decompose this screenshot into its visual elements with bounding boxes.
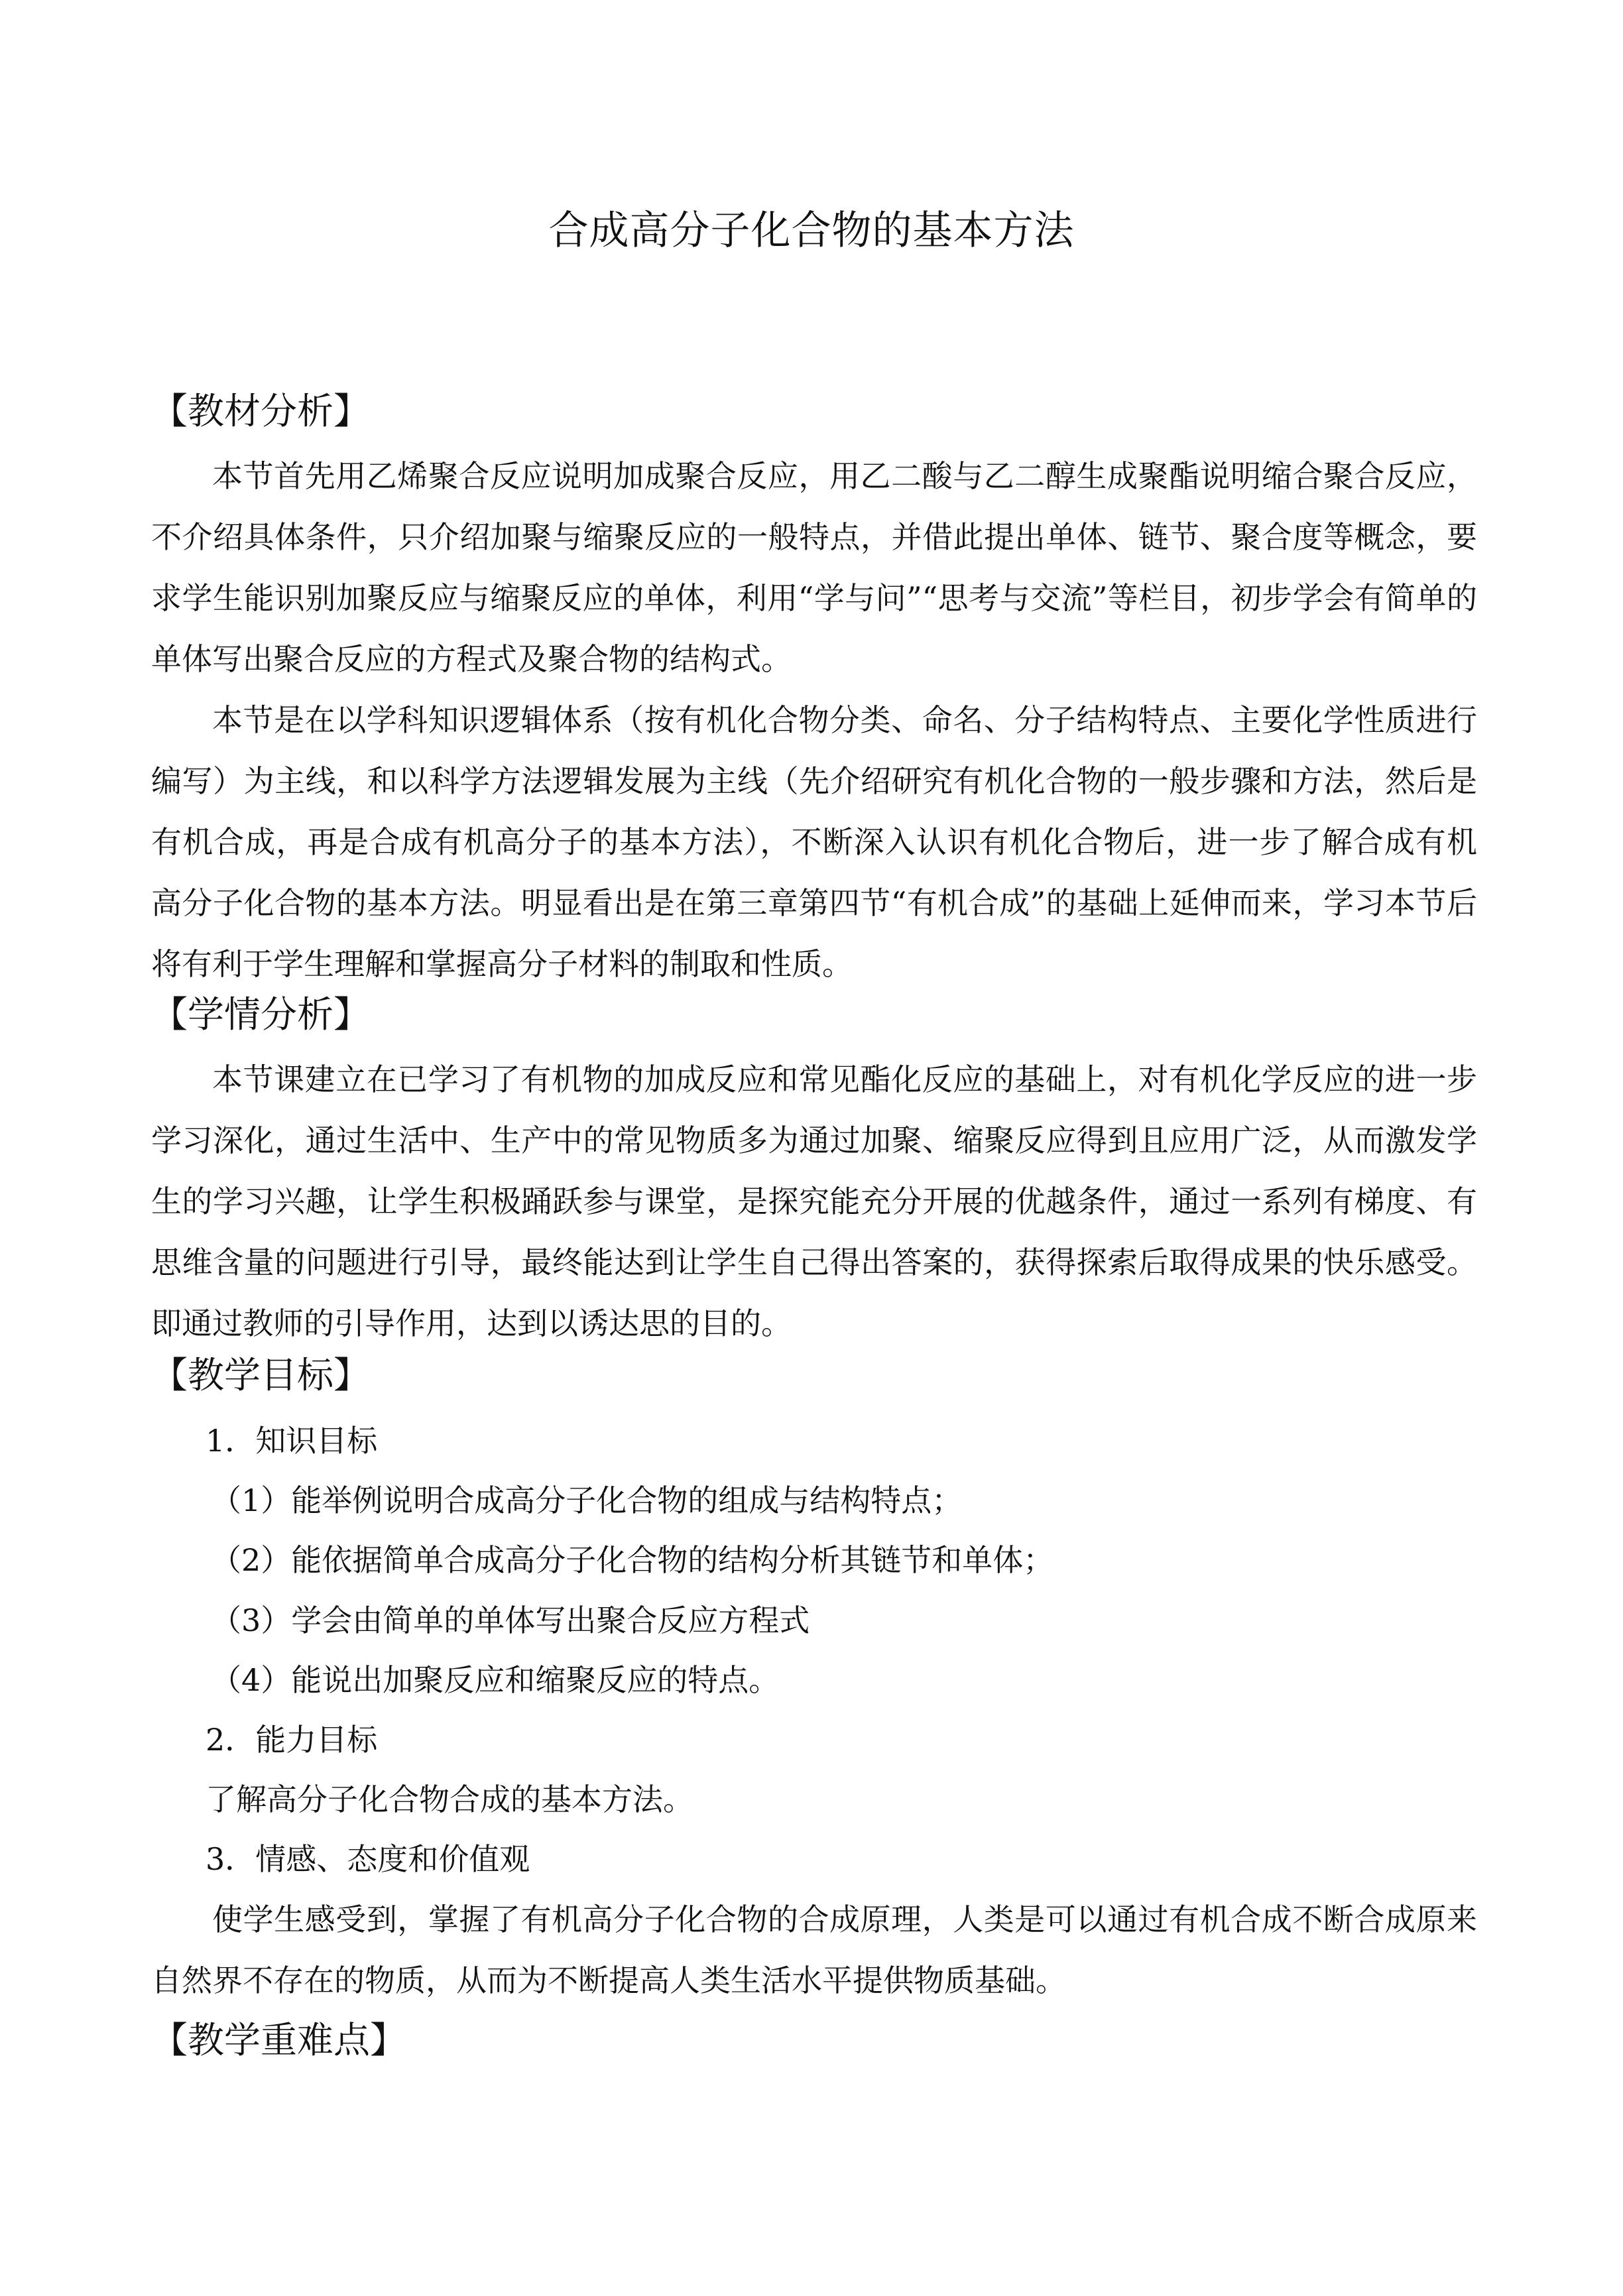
- knowledge-goal-item-3: （3）学会由简单的单体写出聚合反应方程式: [211, 1602, 810, 1638]
- emotion-goal-text: 使学生感受到，掌握了有机高分子化合物的合成原理，人类是可以通过有机合成不断合成原来自然界不存在的物质，从而为不断提高人类生活水平提供物质基础。: [151, 1902, 1477, 1998]
- document-title: 合成高分子化合物的基本方法: [548, 208, 1075, 254]
- heading-teaching-goals: 【教学目标】: [151, 1354, 371, 1396]
- paragraph-student-analysis: 本节课建立在已学习了有机物的加成反应和常见酯化反应的基础上，对有机化学反应的进一步学习深化，通过生活中、生产中的常见物质多为通过加聚、缩聚反应得到且应用广泛，从而激发学生的学习兴趣，让学生积极踊跃参与课堂，是探究能充分开展的优越条件，通过一系列有梯度、有思维含量的问题进行引导，最终能达到让学生自己得出答案的，获得探索后取得成果的快乐感受。即通过教师的引导作用，达到以诱达思的目的。: [151, 1061, 1477, 1341]
- paragraph-textbook-analysis-1: 本节首先用乙烯聚合反应说明加成聚合反应，用乙二酸与乙二醇生成聚酯说明缩合聚合反应，不介绍具体条件，只介绍加聚与缩聚反应的一般特点，并借此提出单体、链节、聚合度等概念，要求学生能识别加聚反应与缩聚反应的单体，利用“学与问”“思考与交流”等栏目，初步学会有简单的单体写出聚合反应的方程式及聚合物的结构式。: [151, 458, 1477, 677]
- knowledge-goal-item-4: （4）能说出加聚反应和缩聚反应的特点。: [211, 1662, 780, 1698]
- paragraph-textbook-analysis-2: 本节是在以学科知识逻辑体系（按有机化合物分类、命名、分子结构特点、主要化学性质进行编写）为主线，和以科学方法逻辑发展为主线（先介绍研究有机化合物的一般步骤和方法，然后是有机合成，再是合成有机高分子的基本方法），不断深入认识有机化合物后，进一步了解合成有机高分子化合物的基本方法。明显看出是在第三章第四节“有机合成”的基础上延伸而来，学习本节后将有利于学生理解和掌握高分子材料的制取和性质。: [151, 702, 1477, 982]
- knowledge-goal-label: 1．知识目标: [206, 1423, 378, 1459]
- knowledge-goal-item-1: （1）能举例说明合成高分子化合物的组成与结构特点；: [211, 1482, 963, 1518]
- knowledge-goal-item-2: （2）能依据简单合成高分子化合物的结构分析其链节和单体；: [211, 1542, 1054, 1578]
- emotion-goal-label: 3．情感、态度和价值观: [206, 1841, 530, 1877]
- heading-key-points: 【教学重难点】: [151, 2019, 407, 2061]
- heading-student-analysis: 【学情分析】: [151, 993, 371, 1036]
- ability-goal-label: 2．能力目标: [206, 1722, 378, 1758]
- heading-textbook-analysis: 【教材分析】: [151, 390, 371, 432]
- ability-goal-text: 了解高分子化合物合成的基本方法。: [206, 1782, 693, 1817]
